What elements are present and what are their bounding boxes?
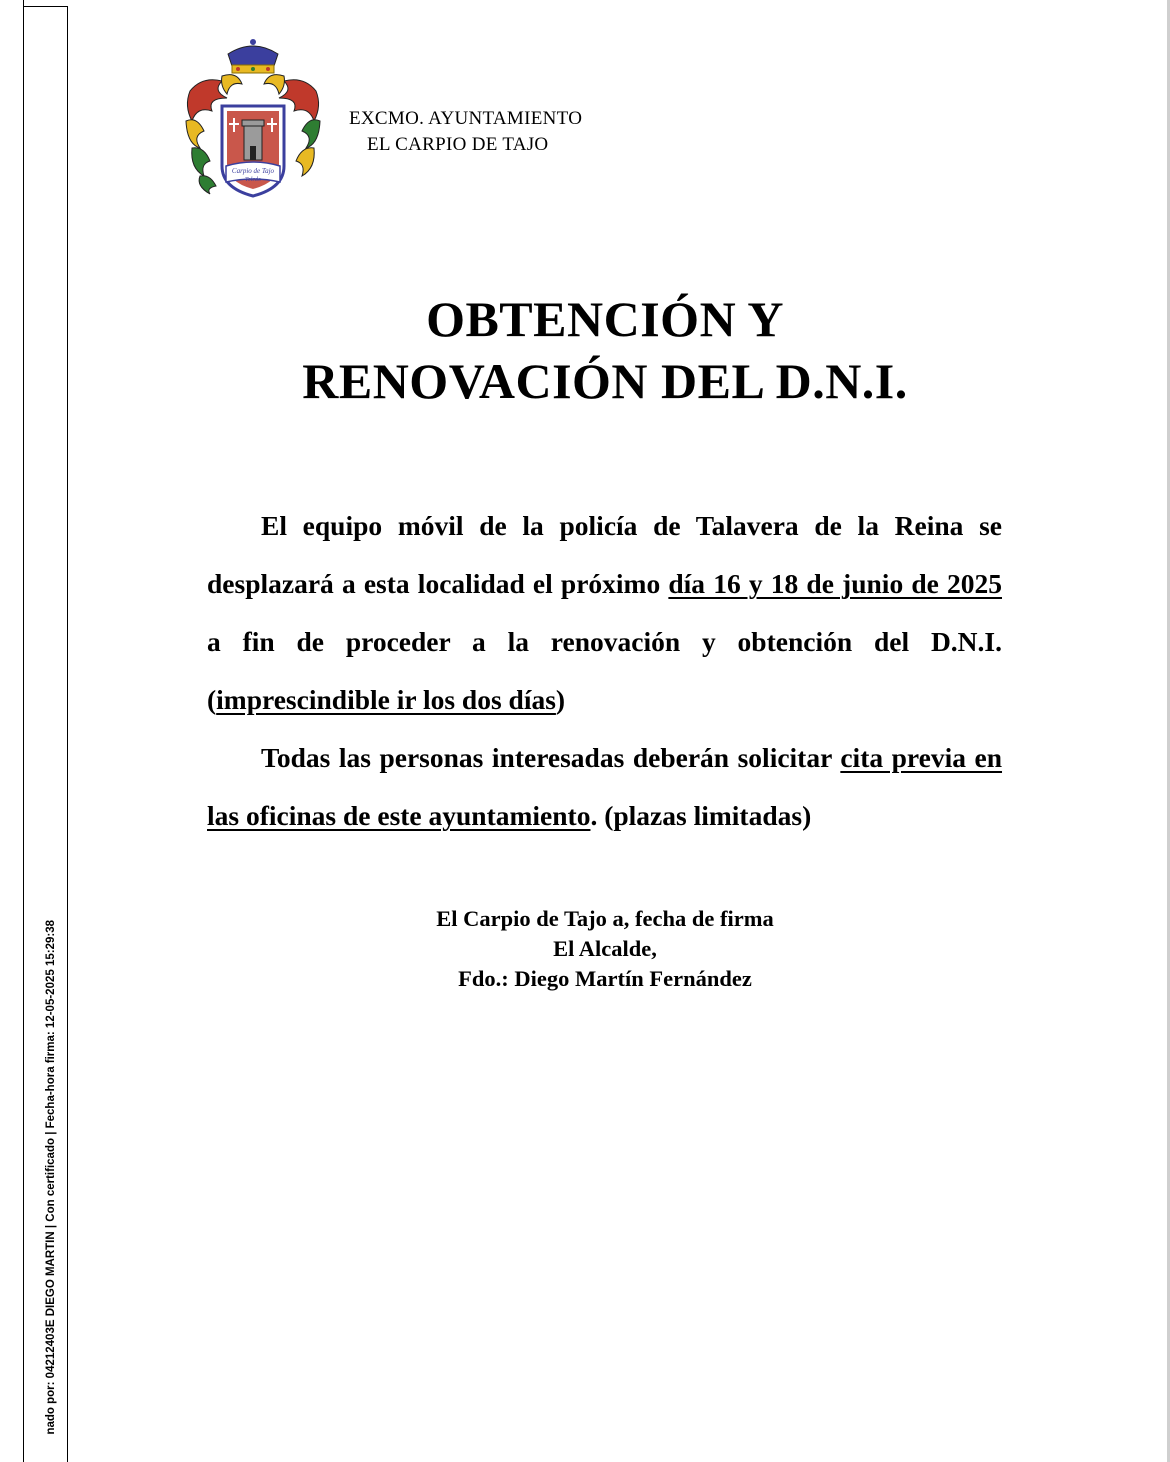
p1-requirement-underlined: imprescindible ir los dos días <box>216 684 556 715</box>
notice-body <box>207 497 1002 845</box>
digital-signature-strip <box>25 920 65 1462</box>
page-left-border <box>23 0 24 1462</box>
signature-block <box>305 904 905 994</box>
crest-banner-line2: Toledo <box>244 177 262 183</box>
crown-icon <box>228 39 278 73</box>
p1-text-b: a fin de proceder a la renovación y obtención del D.N.I. ( <box>207 626 1002 715</box>
organization-header <box>349 106 582 158</box>
signature-stamp-text: nado por: 04212403E DIEGO MARTIN | Con certificado | Fecha-hora firma: 12-05-2025 15:29:38 <box>45 920 57 1435</box>
title-line-2: RENOVACIÓN DEL D.N.I. <box>302 353 908 409</box>
p1-dates-underlined: día 16 y 18 de junio de 2025 <box>668 568 1002 599</box>
org-line-2: EL CARPIO DE TAJO <box>367 134 549 155</box>
p2-appointment-underlined: cita previa en las oficinas de este ayuntamiento <box>207 742 1003 831</box>
paragraph-2 <box>207 729 1002 845</box>
margin-line <box>67 6 68 1462</box>
p2-text-a: Todas las personas interesadas deberán solicitar <box>261 742 841 773</box>
page-title <box>205 288 1005 412</box>
p1-text-c: ) <box>555 684 566 715</box>
p1-text-a: El equipo móvil de la policía de Talavera de la Reina se desplazará a esta localidad el próximo <box>207 510 1002 599</box>
signature-line-3: Fdo.: Diego Martín Fernández <box>458 966 752 991</box>
paragraph-1 <box>207 497 1002 729</box>
p2-text-b: . (plazas limitadas) <box>590 800 812 831</box>
signature-line-1: El Carpio de Tajo a, fecha de firma <box>436 906 774 931</box>
title-line-1: OBTENCIÓN Y <box>426 291 784 347</box>
coat-of-arms-icon <box>182 36 324 200</box>
org-line-1: EXCMO. AYUNTAMIENTO <box>349 108 583 129</box>
crest-banner-line1: Carpio de Tajo <box>231 167 275 175</box>
page-top-border <box>23 6 68 7</box>
signature-line-2: El Alcalde, <box>553 936 657 961</box>
